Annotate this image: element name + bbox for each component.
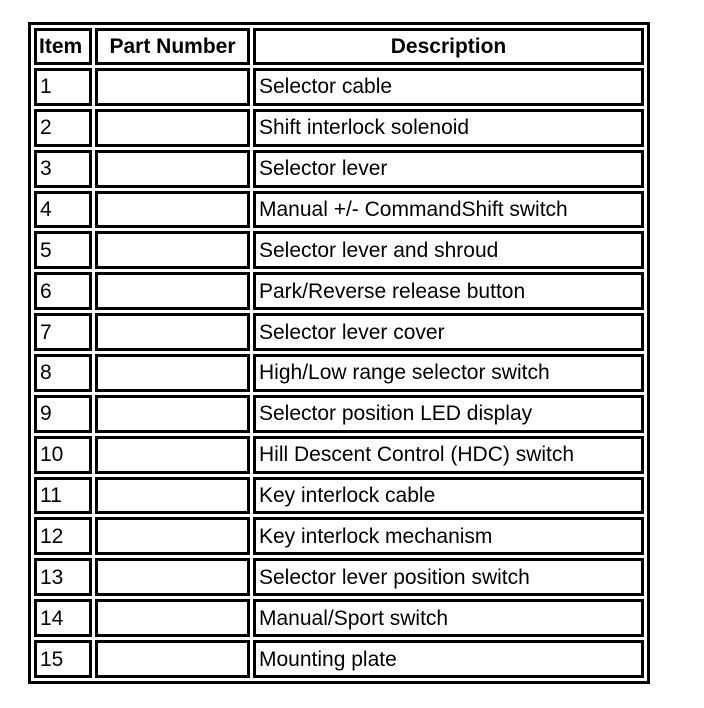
part-number-cell: [95, 313, 250, 351]
description-cell: Selector lever position switch: [253, 558, 644, 596]
table-row: [34, 109, 644, 147]
table-row: [34, 517, 644, 555]
item-cell: 6: [34, 272, 92, 310]
part-number-cell: [95, 68, 250, 106]
table-row: [34, 150, 644, 188]
part-number-cell: [95, 477, 250, 515]
item-cell: 4: [34, 191, 92, 229]
item-cell: 14: [34, 599, 92, 637]
item-cell: 13: [34, 558, 92, 596]
column-header-item: Item: [34, 28, 92, 65]
item-cell: 1: [34, 68, 92, 106]
table-row: [34, 313, 644, 351]
column-header-part-number: Part Number: [95, 28, 250, 65]
part-number-cell: [95, 354, 250, 392]
column-header-description: Description: [253, 28, 644, 65]
table-row: [34, 354, 644, 392]
item-cell: 2: [34, 109, 92, 147]
item-cell: 9: [34, 395, 92, 433]
description-cell: Selector cable: [253, 68, 644, 106]
part-number-cell: [95, 395, 250, 433]
item-cell: 11: [34, 477, 92, 515]
item-cell: 3: [34, 150, 92, 188]
table-row: [34, 68, 644, 106]
item-cell: 12: [34, 517, 92, 555]
item-cell: 5: [34, 231, 92, 269]
table-row: [34, 558, 644, 596]
table-row: [34, 640, 644, 678]
description-cell: Manual/Sport switch: [253, 599, 644, 637]
table-row: [34, 395, 644, 433]
part-number-cell: [95, 558, 250, 596]
table-row: [34, 436, 644, 474]
part-number-cell: [95, 436, 250, 474]
table-row: [34, 191, 644, 229]
description-cell: Selector lever: [253, 150, 644, 188]
description-cell: Hill Descent Control (HDC) switch: [253, 436, 644, 474]
part-number-cell: [95, 191, 250, 229]
header-row: [34, 28, 644, 65]
description-cell: Mounting plate: [253, 640, 644, 678]
item-cell: 8: [34, 354, 92, 392]
parts-table: [31, 25, 647, 681]
description-cell: Selector position LED display: [253, 395, 644, 433]
part-number-cell: [95, 272, 250, 310]
table-row: [34, 231, 644, 269]
parts-table-frame: [28, 22, 650, 684]
description-cell: High/Low range selector switch: [253, 354, 644, 392]
item-cell: 15: [34, 640, 92, 678]
part-number-cell: [95, 599, 250, 637]
description-cell: Shift interlock solenoid: [253, 109, 644, 147]
part-number-cell: [95, 517, 250, 555]
table-row: [34, 477, 644, 515]
description-cell: Key interlock mechanism: [253, 517, 644, 555]
item-cell: 10: [34, 436, 92, 474]
part-number-cell: [95, 640, 250, 678]
item-cell: 7: [34, 313, 92, 351]
description-cell: Manual +/- CommandShift switch: [253, 191, 644, 229]
part-number-cell: [95, 150, 250, 188]
table-row: [34, 599, 644, 637]
part-number-cell: [95, 231, 250, 269]
description-cell: Selector lever cover: [253, 313, 644, 351]
description-cell: Selector lever and shroud: [253, 231, 644, 269]
part-number-cell: [95, 109, 250, 147]
description-cell: Key interlock cable: [253, 477, 644, 515]
description-cell: Park/Reverse release button: [253, 272, 644, 310]
table-row: [34, 272, 644, 310]
